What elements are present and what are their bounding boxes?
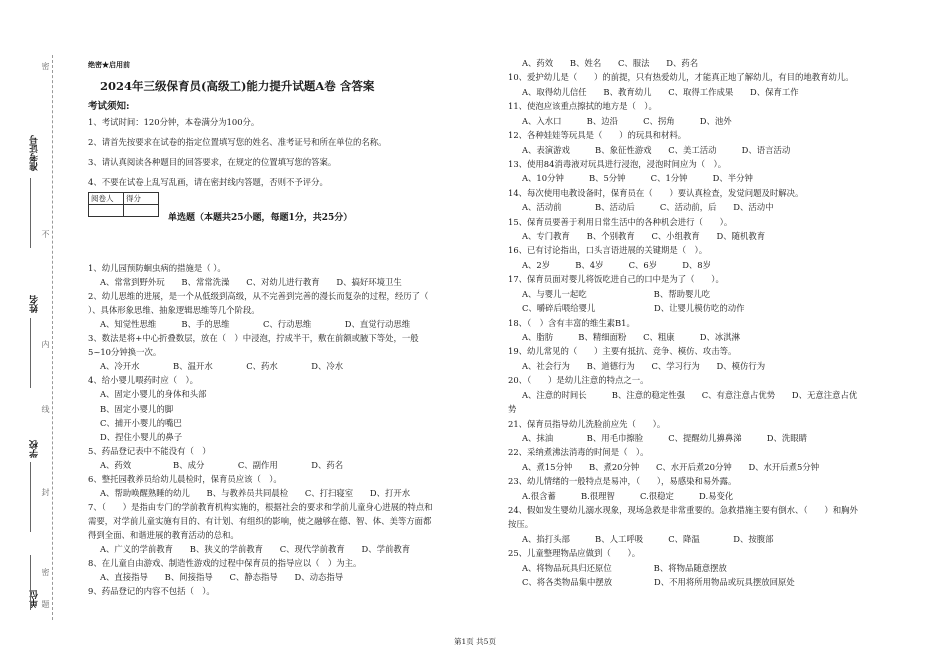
answer-option: A、常常到野外玩 B、常常洗澡 C、对幼儿进行教育 D、搞好环境卫生	[100, 277, 402, 288]
answer-option: A、广义的学前教育 B、狭义的学前教育 C、现代学前教育 D、学前教育	[100, 544, 411, 554]
reviewer-input[interactable]	[89, 205, 124, 217]
question-text: 14、每次使用电教设备时，保育员在（ ）要认真检查，发觉问题及时解决。	[508, 187, 804, 198]
secret-label: 绝密★启用前	[88, 60, 130, 69]
question-text: 5~10分钟换一次。	[88, 347, 162, 358]
seal-mark: 题	[41, 600, 50, 608]
instructions-heading: 考试须知:	[88, 101, 130, 112]
question-text: 25、儿童整理物品应做到（ ）。	[508, 548, 641, 559]
answer-option: A、冷开水 B、温开水 C、药水 D、冷水	[100, 361, 344, 372]
answer-option: A、知觉性思维 B、手的思维 C、行动思维 D、直觉行动思维	[100, 319, 411, 330]
question-text: 20、（ ）是幼儿注意的特点之一。	[508, 375, 649, 386]
question-text: 23、幼儿情绪的一般特点是易冲，（ ），易感染和易外露。	[508, 476, 737, 487]
answer-option: A、药效 B、成分 C、副作用 D、药名	[100, 459, 344, 470]
question-text: 1、幼儿园预防蛔虫病的措施是（ ）。	[88, 263, 226, 273]
page-title: 2024年三级保育员(高级工)能力提升试题A卷 含答案	[100, 79, 375, 93]
answer-option: A、帮助唤醒熟睡的幼儿 B、与教养员共同晨检 C、打扫寝室 D、打开水	[100, 487, 411, 498]
score-box	[88, 192, 159, 217]
reviewer-cell: 阅卷人	[89, 193, 124, 205]
question-text: 24、假如发生婴幼儿溺水现象，现场急救是非常重要的。急救措施主要有倒水、（ ）和胸外	[508, 505, 858, 516]
question-text: 需要，对学前儿童实施有目的、有计划、有组织的影响，使之融够在德、智、体、美等方面都	[88, 515, 432, 526]
question-text: 10、爱护幼儿是（ ）的前提，只有热爱幼儿，才能真正地了解幼儿，有目的地教育幼儿。	[508, 72, 854, 83]
name-label: 姓名	[30, 295, 40, 313]
answer-option: A、专门教育 B、个别教育 C、小组教育 D、随机教育	[522, 231, 766, 242]
score-cell: 得分	[124, 193, 159, 205]
question-text: 2、幼儿思维的进展，是一个从低级到高级，从不完善到完善的漫长而复杂的过程，经历了（	[88, 291, 429, 302]
answer-option: A、固定小婴儿的身体和头部	[100, 389, 207, 400]
question-text: 12、各种娃娃等玩具是（ ）的玩具和材料。	[508, 130, 687, 141]
answer-option: D、捏住小婴儿的鼻子	[100, 431, 183, 442]
question-text: 21、保育员指导幼儿洗脸前应先（ ）。	[508, 418, 666, 429]
unit-field[interactable]	[30, 555, 31, 610]
seal-mark: 线	[41, 405, 50, 413]
question-text: 19、幼儿常见的（ ）主要有抵抗、竞争、模仿、攻击等。	[508, 346, 737, 357]
question-text: 9、药品登记的内容不包括（ ）。	[88, 586, 215, 597]
question-text: 17、保育员面对婴儿将饭吃进自己的口中是为了（ ）。	[508, 274, 724, 285]
question-text: 4、给小婴儿喂药时应（ ）。	[88, 375, 199, 386]
score-input[interactable]	[124, 205, 159, 217]
answer-option: A、取得幼儿信任 B、教育幼儿 C、取得工作成果 D、保育工作	[522, 86, 799, 97]
question-text: 15、保育员要善于利用日常生活中的各种机会进行（ ）。	[508, 216, 733, 227]
answer-option: B、固定小婴儿的脚	[100, 403, 174, 414]
answer-option: 势	[508, 404, 517, 415]
page-footer: 第1页 共5页	[454, 637, 496, 646]
binding-line	[52, 55, 53, 620]
school-field[interactable]	[30, 462, 31, 532]
section-title: 单选题（本题共25小题，每题1分，共25分）	[168, 213, 353, 223]
question-text: 5、药品登记表中不能没有（ ）	[88, 445, 211, 456]
seal-mark: 密	[41, 62, 50, 70]
binding-margin	[0, 0, 60, 671]
instruction-line: 1、考试时间：120分钟，本卷满分为100分。	[88, 117, 260, 127]
answer-option: A、2岁 B、4岁 C、6岁 D、8岁	[522, 259, 712, 270]
question-text: ）、具体形象思维、抽象逻辑思维等几个阶段。	[88, 305, 260, 316]
instruction-line: 3、请认真阅读各种题目的回答要求，在规定的位置填写您的答案。	[88, 157, 337, 167]
answer-option: A、表演游戏 B、象征性游戏 C、美工活动 D、语言活动	[522, 144, 791, 155]
answer-option: A、抹油 B、用毛巾擦脸 C、提醒幼儿擤鼻涕 D、洗眼睛	[522, 432, 807, 443]
answer-option: A、掐打头部 B、人工呼吸 C、降温 D、按腹部	[522, 533, 774, 544]
question-text: 7、（ ）是指由专门的学前教育机构实施的，根据社会的要求和学前儿童身心进展的特点和	[88, 501, 433, 512]
question-text: 22、采纳煮沸法消毒的时间是（ ）。	[508, 447, 649, 458]
question-text: 3、数法是将+中心折叠数层，放在（ ）中浸泡，拧成半干，敷在前额或腋下等处，一般	[88, 333, 419, 344]
answer-option: A、与婴儿一起吃 B、帮助婴儿吃	[522, 288, 711, 299]
question-text: 得到全面、和谐进展的教育活动的总和。	[88, 529, 239, 540]
instruction-line: 4、不要在试卷上乱写乱画，请在密封线内答题，否则不予评分。	[88, 177, 328, 187]
seal-mark: 不	[41, 230, 50, 238]
answer-option: A、10分钟 B、5分钟 C、1分钟 D、半分钟	[522, 173, 753, 184]
unit-label: 单位	[30, 590, 40, 608]
exam-number-label: 准考证号	[30, 135, 40, 171]
question-text: 8、在儿童自由游戏、制造性游戏的过程中保育员的指导应以（ ）为主。	[88, 558, 362, 569]
question-text: 16、已有讨论指出，口头言语进展的关键期是（ ）。	[508, 245, 708, 256]
answer-option: A、注意的时间长 B、注意的稳定性强 C、有意注意占优势 D、无意注意占优	[522, 389, 858, 400]
school-label: 学校	[30, 440, 40, 458]
seal-mark: 内	[41, 340, 50, 348]
answer-option: A、煮15分钟 B、煮20分钟 C、水开后煮20分钟 D、水开后煮5分钟	[522, 461, 820, 472]
answer-option: C、嚼碎后喂给婴儿 D、让婴儿模仿吃的动作	[522, 303, 745, 314]
answer-option: A.很含蓄 B.很理智 C.很稳定 D.易变化	[522, 490, 734, 501]
seal-mark: 封	[41, 488, 50, 496]
answer-option: C、将各类物品集中摆放 D、不用将所用物品或玩具摆放回原处	[522, 577, 795, 588]
answer-option: A、将物品玩具归还原位 B、将物品随意摆放	[522, 562, 727, 573]
answer-option: A、活动前 B、活动后 C、活动前，后 D、活动中	[522, 202, 774, 213]
answer-option: A、脂肪 B、精细面粉 C、粗康 D、冰淇淋	[522, 331, 740, 342]
answer-option: A、直接指导 B、间接指导 C、静态指导 D、动态指导	[100, 572, 344, 583]
seal-mark: 密	[41, 568, 50, 576]
instruction-line: 2、请首先按要求在试卷的指定位置填写您的姓名、准考证号和所在单位的名称。	[88, 137, 387, 147]
name-field[interactable]	[30, 318, 31, 388]
answer-option: A、药效 B、姓名 C、服法 D、药名	[522, 58, 699, 68]
question-text: 13、使用84消毒液对玩具进行浸泡，浸泡时间应为（ ）。	[508, 158, 727, 169]
answer-option: 按压。	[508, 519, 534, 530]
answer-option: A、入水口 B、边沿 C、拐角 D、池外	[522, 115, 732, 126]
answer-option: A、社会行为 B、道德行为 C、学习行为 D、模仿行为	[522, 360, 766, 371]
question-text: 18、（ ）含有丰富的维生素B1。	[508, 317, 635, 328]
answer-option: C、捕开小婴儿的嘴巴	[100, 417, 182, 428]
question-text: 6、整托园教养员给幼儿晨检时，保育员应该（ ）。	[88, 473, 282, 484]
question-text: 11、使泡应该重点擦拭的地方是（ ）。	[508, 101, 657, 112]
exam-number-field[interactable]	[30, 178, 31, 248]
